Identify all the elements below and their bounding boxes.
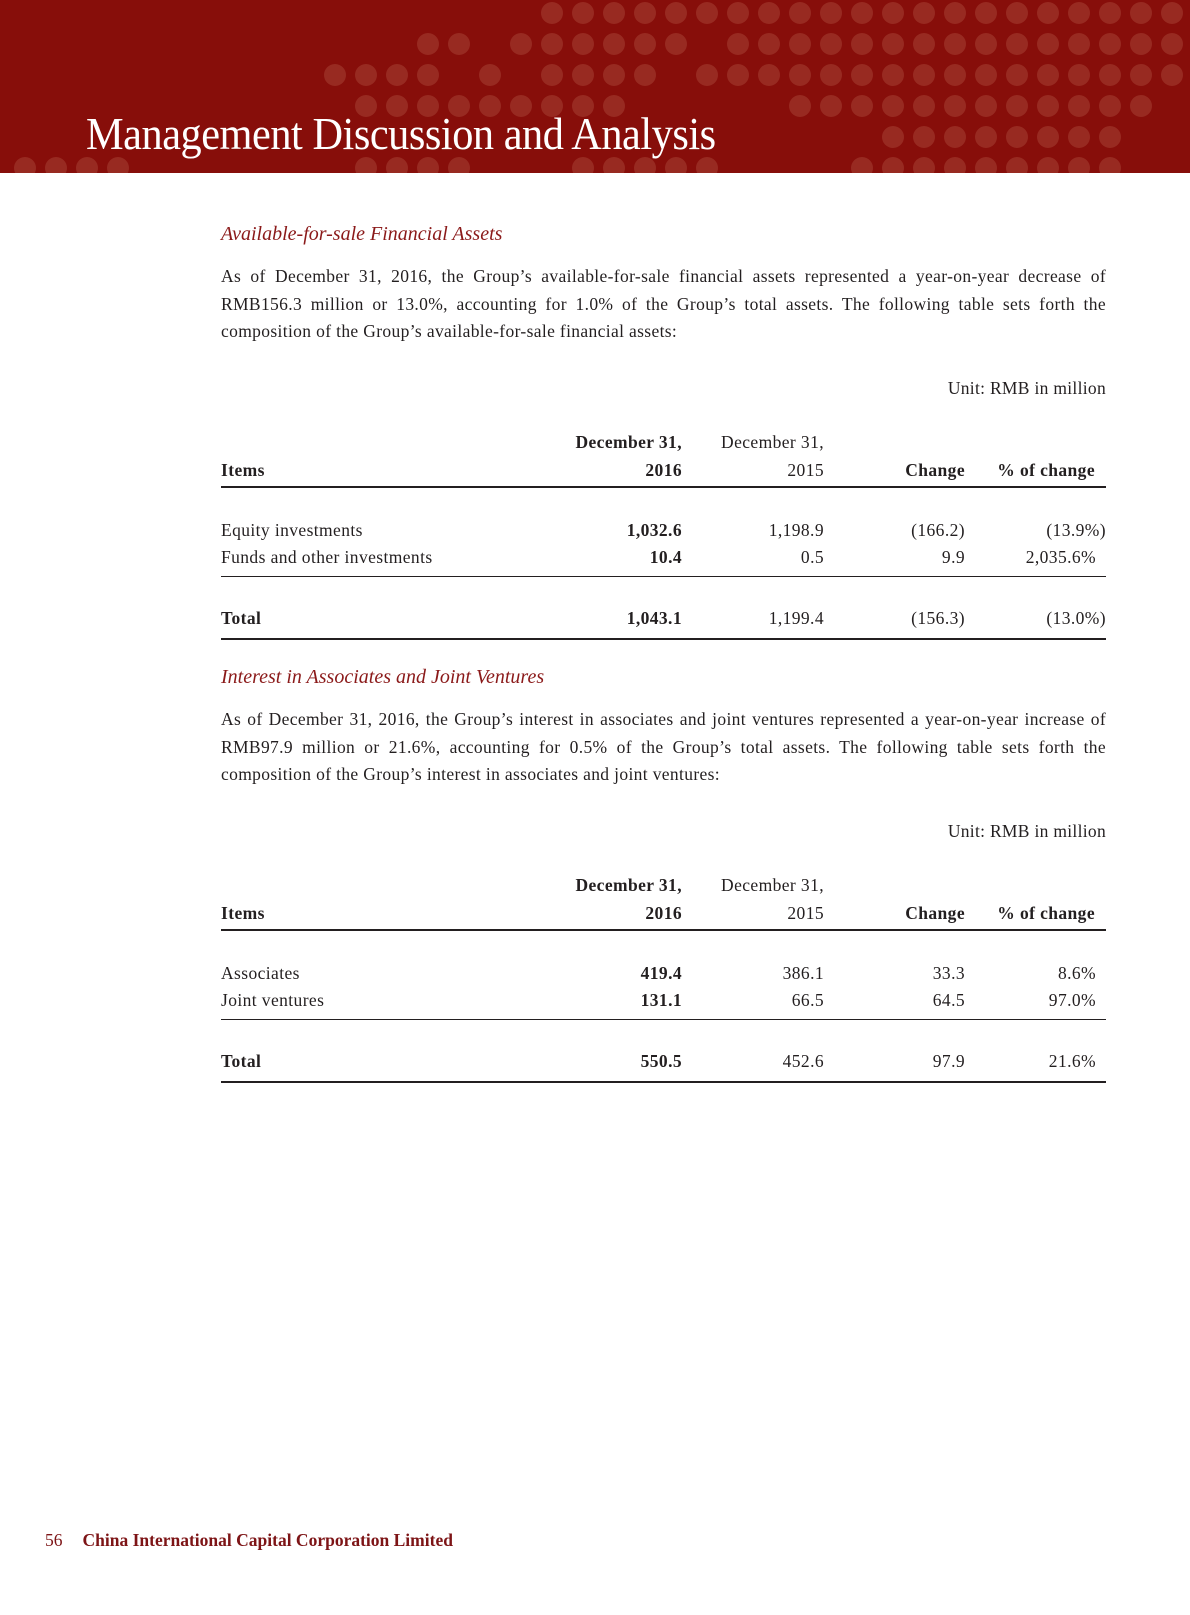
dot-decoration	[572, 64, 594, 86]
dot-decoration	[634, 33, 656, 55]
dot-decoration	[789, 2, 811, 24]
dot-decoration	[758, 33, 780, 55]
dot-decoration	[851, 64, 873, 86]
header-pct-change: % of change	[997, 903, 1095, 923]
dot-decoration	[913, 64, 935, 86]
dot-decoration	[1068, 33, 1090, 55]
dot-decoration	[851, 33, 873, 55]
dot-decoration	[975, 2, 997, 24]
dot-decoration	[975, 157, 997, 173]
dot-decoration	[944, 64, 966, 86]
total-2015: 452.6	[782, 1051, 824, 1071]
dot-decoration	[1068, 2, 1090, 24]
dot-decoration	[1099, 64, 1121, 86]
dot-decoration	[1161, 2, 1183, 24]
dot-decoration	[851, 95, 873, 117]
dot-decoration	[1130, 2, 1152, 24]
dot-decoration	[944, 33, 966, 55]
dot-decoration	[944, 95, 966, 117]
dot-decoration	[882, 126, 904, 148]
row-2016: 419.4	[640, 963, 682, 983]
dot-decoration	[789, 64, 811, 86]
total-rule	[221, 638, 1106, 640]
dot-decoration	[789, 95, 811, 117]
dot-decoration	[1068, 157, 1090, 173]
header-dec2015-line2: 2015	[787, 460, 824, 480]
company-name: China International Capital Corporation Limited	[82, 1530, 453, 1550]
dot-decoration	[820, 95, 842, 117]
dot-decoration	[851, 2, 873, 24]
header-rule	[221, 929, 1106, 931]
total-label: Total	[221, 1051, 262, 1071]
total-2015: 1,199.4	[768, 608, 824, 628]
header-items: Items	[221, 903, 265, 923]
row-item: Joint ventures	[221, 990, 325, 1010]
header-dec2015-line1: December 31,	[721, 432, 824, 452]
dot-decoration	[1037, 126, 1059, 148]
dot-decoration	[541, 33, 563, 55]
header-dec2016-line1: December 31,	[575, 875, 682, 895]
row-item: Funds and other investments	[221, 547, 433, 567]
row-pct: 2,035.6%	[1025, 547, 1096, 567]
header-pct-change: % of change	[997, 460, 1095, 480]
dot-decoration	[1099, 126, 1121, 148]
header-change: Change	[905, 903, 965, 923]
dot-decoration	[1006, 126, 1028, 148]
subtotal-rule	[221, 1019, 1106, 1020]
dot-decoration	[14, 157, 36, 173]
dot-decoration	[1037, 95, 1059, 117]
dot-decoration	[572, 2, 594, 24]
dot-decoration	[1037, 64, 1059, 86]
dot-decoration	[727, 2, 749, 24]
row-change: 64.5	[932, 990, 965, 1010]
dot-decoration	[944, 157, 966, 173]
dot-decoration	[1006, 2, 1028, 24]
header-dec2016-line2: 2016	[645, 460, 682, 480]
row-pct: 8.6%	[1057, 963, 1096, 983]
unit-label: Unit: RMB in million	[947, 821, 1106, 841]
page-number: 56	[45, 1530, 63, 1550]
dot-decoration	[727, 33, 749, 55]
row-2015: 1,198.9	[768, 520, 824, 540]
dot-decoration	[1006, 64, 1028, 86]
dot-decoration	[1006, 33, 1028, 55]
dot-decoration	[634, 64, 656, 86]
dot-decoration	[1130, 64, 1152, 86]
dot-decoration	[913, 2, 935, 24]
dot-decoration	[758, 64, 780, 86]
page-title: Management Discussion and Analysis	[86, 108, 716, 159]
dot-decoration	[944, 2, 966, 24]
dot-decoration	[913, 95, 935, 117]
header-items: Items	[221, 460, 265, 480]
dot-decoration	[882, 157, 904, 173]
row-change: 33.3	[932, 963, 965, 983]
dot-decoration	[882, 33, 904, 55]
dot-decoration	[1037, 2, 1059, 24]
dot-decoration	[727, 64, 749, 86]
dot-decoration	[758, 2, 780, 24]
row-2015: 66.5	[791, 990, 824, 1010]
section-heading-associates: Interest in Associates and Joint Ventures	[221, 666, 545, 688]
section-paragraph-afs: As of December 31, 2016, the Group’s available-for-sale financial assets represented a year-on-year decrease of RMB156.3 million or 13.0%, accounting for 1.0% of the Group’s total assets. The following table sets forth the composition of the Group’s available-for-sale financial assets:	[221, 266, 1106, 341]
dot-decoration	[882, 64, 904, 86]
row-change: (166.2)	[911, 520, 965, 540]
dot-decoration	[1099, 157, 1121, 173]
dot-decoration	[944, 126, 966, 148]
row-pct: (13.9%)	[1046, 520, 1106, 540]
dot-decoration	[1130, 95, 1152, 117]
total-change: (156.3)	[911, 608, 965, 628]
dot-decoration	[1099, 33, 1121, 55]
dot-decoration	[1006, 95, 1028, 117]
dot-decoration	[417, 64, 439, 86]
dot-decoration	[696, 64, 718, 86]
row-2016: 1,032.6	[626, 520, 682, 540]
header-change: Change	[905, 460, 965, 480]
dot-decoration	[541, 2, 563, 24]
total-rule	[221, 1081, 1106, 1083]
dot-decoration	[355, 64, 377, 86]
dot-decoration	[603, 33, 625, 55]
section-paragraph-associates: As of December 31, 2016, the Group’s interest in associates and joint ventures represented a year-on-year increase of RMB97.9 million or 21.6%, accounting for 0.5% of the Group’s total assets. The following table sets forth the composition of the Group’s interest in associates and joint ventures:	[221, 709, 1106, 784]
header-dec2016-line2: 2016	[645, 903, 682, 923]
total-pct: (13.0%)	[1046, 608, 1106, 628]
dot-decoration	[913, 33, 935, 55]
total-pct: 21.6%	[1048, 1051, 1096, 1071]
dot-decoration	[820, 64, 842, 86]
total-label: Total	[221, 608, 262, 628]
dot-decoration	[1006, 157, 1028, 173]
dot-decoration	[820, 2, 842, 24]
dot-decoration	[1068, 64, 1090, 86]
dot-decoration	[913, 126, 935, 148]
row-2015: 386.1	[782, 963, 824, 983]
row-2016: 131.1	[640, 990, 682, 1010]
unit-label: Unit: RMB in million	[947, 378, 1106, 398]
dot-decoration	[1068, 95, 1090, 117]
row-2015: 0.5	[800, 547, 824, 567]
dot-decoration	[572, 33, 594, 55]
dot-decoration	[448, 33, 470, 55]
dot-decoration	[975, 64, 997, 86]
dot-decoration	[417, 33, 439, 55]
dot-decoration	[386, 64, 408, 86]
dot-decoration	[324, 64, 346, 86]
dot-decoration	[1161, 64, 1183, 86]
page-footer	[45, 1530, 453, 1551]
dot-decoration	[479, 64, 501, 86]
dot-decoration	[541, 64, 563, 86]
dot-decoration	[882, 95, 904, 117]
dot-decoration	[45, 157, 67, 173]
dot-decoration	[1099, 2, 1121, 24]
row-item: Associates	[221, 963, 300, 983]
header-dec2015-line1: December 31,	[721, 875, 824, 895]
dot-decoration	[603, 2, 625, 24]
dot-decoration	[851, 157, 873, 173]
header-banner	[0, 0, 1190, 173]
dot-decoration	[634, 2, 656, 24]
dot-decoration	[1130, 33, 1152, 55]
header-rule	[221, 486, 1106, 488]
dot-decoration	[1099, 95, 1121, 117]
dot-decoration	[1037, 157, 1059, 173]
dot-decoration	[1068, 126, 1090, 148]
dot-decoration	[789, 33, 811, 55]
header-dec2016-line1: December 31,	[575, 432, 682, 452]
total-2016: 550.5	[640, 1051, 682, 1071]
dot-decoration	[1037, 33, 1059, 55]
dot-decoration	[603, 64, 625, 86]
row-change: 9.9	[941, 547, 965, 567]
row-pct: 97.0%	[1048, 990, 1096, 1010]
dot-decoration	[665, 2, 687, 24]
dot-decoration	[696, 2, 718, 24]
dot-decoration	[975, 126, 997, 148]
row-item: Equity investments	[221, 520, 363, 540]
dot-decoration	[665, 33, 687, 55]
dot-decoration	[882, 2, 904, 24]
dot-decoration	[975, 33, 997, 55]
total-2016: 1,043.1	[626, 608, 682, 628]
row-2016: 10.4	[649, 547, 682, 567]
dot-decoration	[510, 33, 532, 55]
header-dec2015-line2: 2015	[787, 903, 824, 923]
section-heading-afs: Available-for-sale Financial Assets	[221, 223, 503, 245]
dot-decoration	[975, 95, 997, 117]
dot-decoration	[1161, 33, 1183, 55]
subtotal-rule	[221, 576, 1106, 577]
total-change: 97.9	[932, 1051, 965, 1071]
dot-decoration	[913, 157, 935, 173]
dot-decoration	[820, 33, 842, 55]
